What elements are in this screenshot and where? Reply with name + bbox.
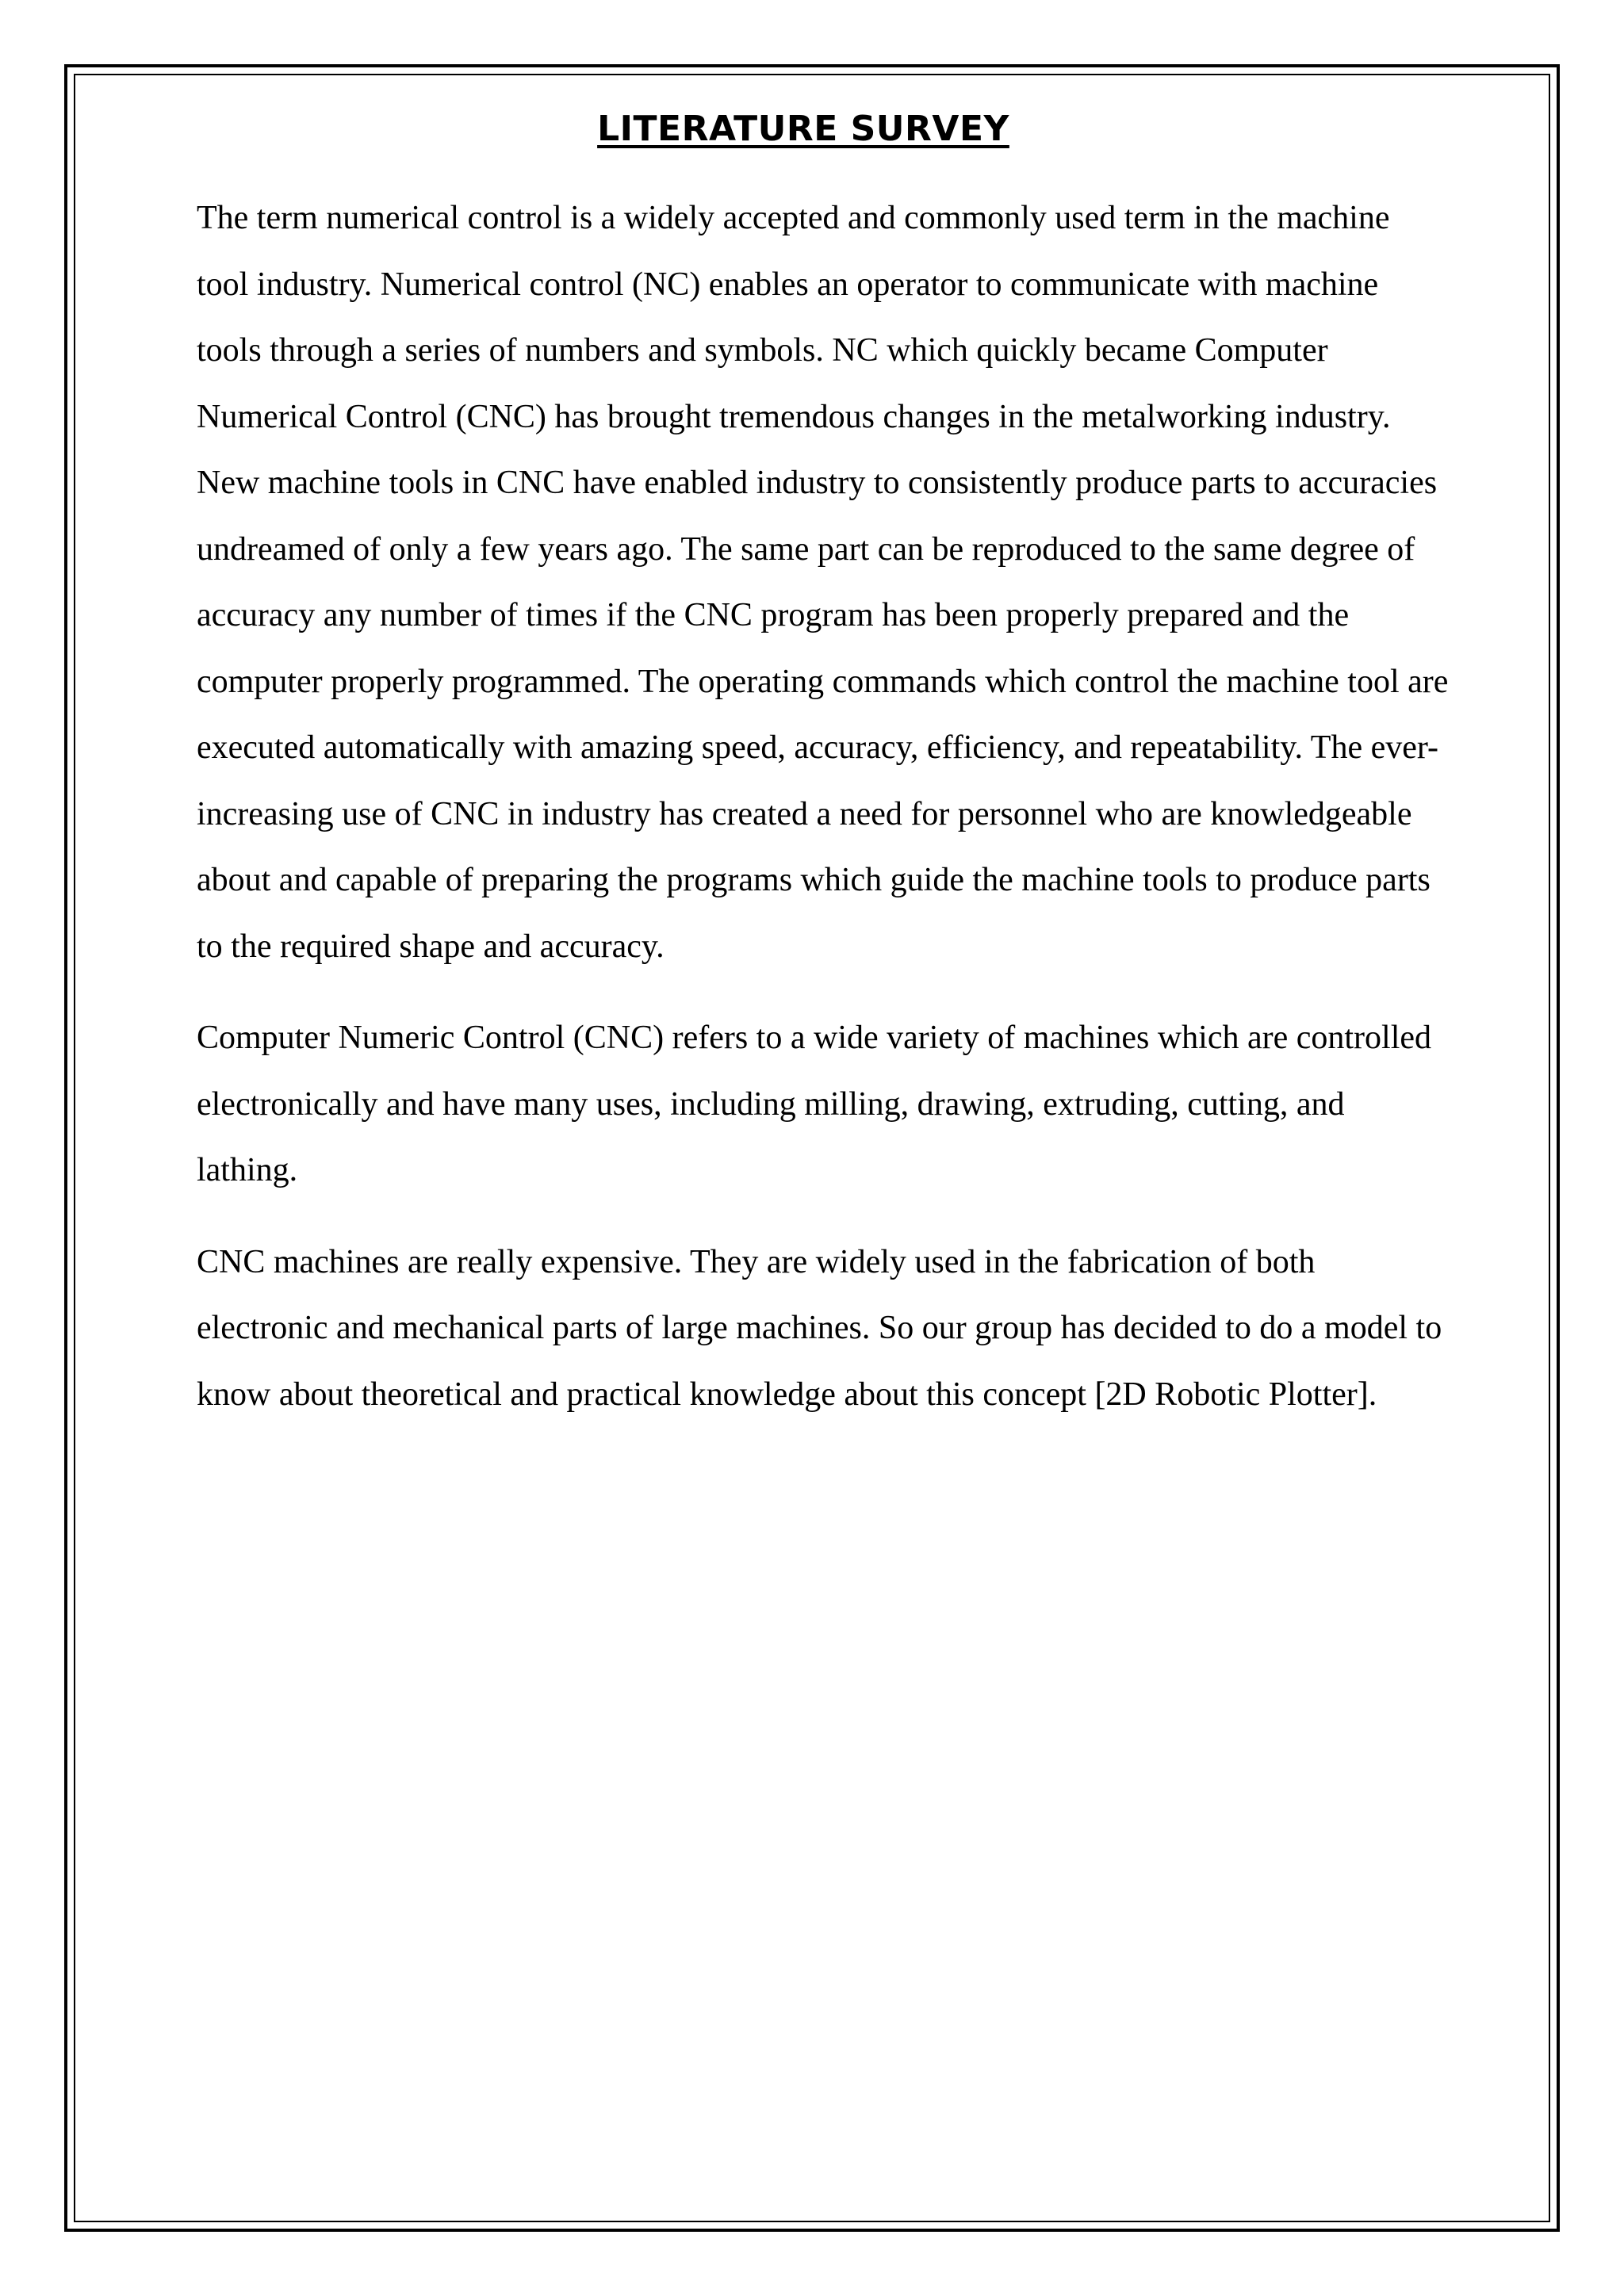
paragraph-intro: The term numerical control is a widely accepted and commonly used term in the machine tool industry. Numerical control (NC) enables an operator to communicate with machine tools through a series of numbers and symbols. NC which quickly became Computer Numerical Control (CNC) has brought tremendous changes in the metalworking industry. New machine tools in CNC have enabled industry to consistently produce parts to accuracies undreamed of only a few years ago. The same part can be reproduced to the same degree of accuracy any number of times if the CNC program has been properly prepared and the computer properly programmed. The operating commands which control the machine tool are executed automatically with amazing speed, accuracy, efficiency, and repeatability. The ever-increasing use of CNC in industry has created a need for personnel who are knowledgeable about and capable of preparing the programs which guide the machine tools to produce parts to the required shape and accuracy.	[197, 200, 1449, 965]
page-content	[197, 94, 1450, 1453]
paragraph-project-motivation: CNC machines are really expensive. They are widely used in the fabrication of both electronic and mechanical parts of large machines. So our group has decided to do a model to know about theoretical and practical knowledge about this concept [2D Robotic Plotter].	[197, 1243, 1442, 1413]
page-title: LITERATURE SURVEY	[597, 109, 1009, 149]
paragraph-cnc-definition: Computer Numeric Control (CNC) refers to a wide variety of machines which are controlled electronically and have many uses, including milling, drawing, extruding, cutting, and lathing.	[197, 1020, 1432, 1188]
